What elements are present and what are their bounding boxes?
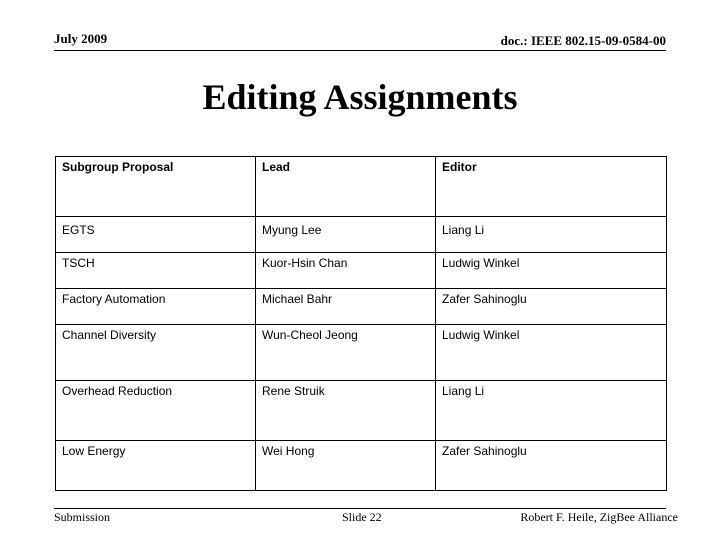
header-doc-id: doc.: IEEE 802.15-09-0584-00	[500, 33, 666, 48]
table-cell: Factory Automation	[56, 289, 256, 325]
table-cell: Rene Struik	[256, 381, 436, 441]
table-cell: Ludwig Winkel	[436, 325, 667, 381]
footer-author: Robert F. Heile, ZigBee Alliance	[520, 510, 678, 524]
table-cell: Liang Li	[436, 217, 667, 253]
table-cell: Low Energy	[56, 441, 256, 491]
slide-title: Editing Assignments	[202, 77, 518, 117]
table-cell: Myung Lee	[256, 217, 436, 253]
table-cell: Zafer Sahinoglu	[436, 289, 667, 325]
footer-slide-number: Slide 22	[342, 510, 382, 524]
table-cell: Liang Li	[436, 381, 667, 441]
footer-submission: Submission	[54, 510, 111, 524]
table-row	[56, 253, 667, 289]
table-cell: Wei Hong	[256, 441, 436, 491]
table-row	[56, 381, 667, 441]
column-header: Editor	[436, 157, 667, 217]
table-row	[56, 441, 667, 491]
table-cell: Zafer Sahinoglu	[436, 441, 667, 491]
column-header: Lead	[256, 157, 436, 217]
column-header: Subgroup Proposal	[56, 157, 256, 217]
table-row	[56, 289, 667, 325]
header-date: July 2009	[54, 31, 108, 46]
table-cell: EGTS	[56, 217, 256, 253]
table-cell: Channel Diversity	[56, 325, 256, 381]
header-rule	[54, 50, 666, 51]
table-cell: Overhead Reduction	[56, 381, 256, 441]
table-row	[56, 325, 667, 381]
table-cell: TSCH	[56, 253, 256, 289]
assignments-table	[55, 156, 667, 491]
footer-rule	[54, 508, 666, 509]
table-cell: Wun-Cheol Jeong	[256, 325, 436, 381]
table-row	[56, 217, 667, 253]
table-header-row	[56, 157, 667, 217]
table-cell: Kuor-Hsin Chan	[256, 253, 436, 289]
table-cell: Ludwig Winkel	[436, 253, 667, 289]
table-cell: Michael Bahr	[256, 289, 436, 325]
